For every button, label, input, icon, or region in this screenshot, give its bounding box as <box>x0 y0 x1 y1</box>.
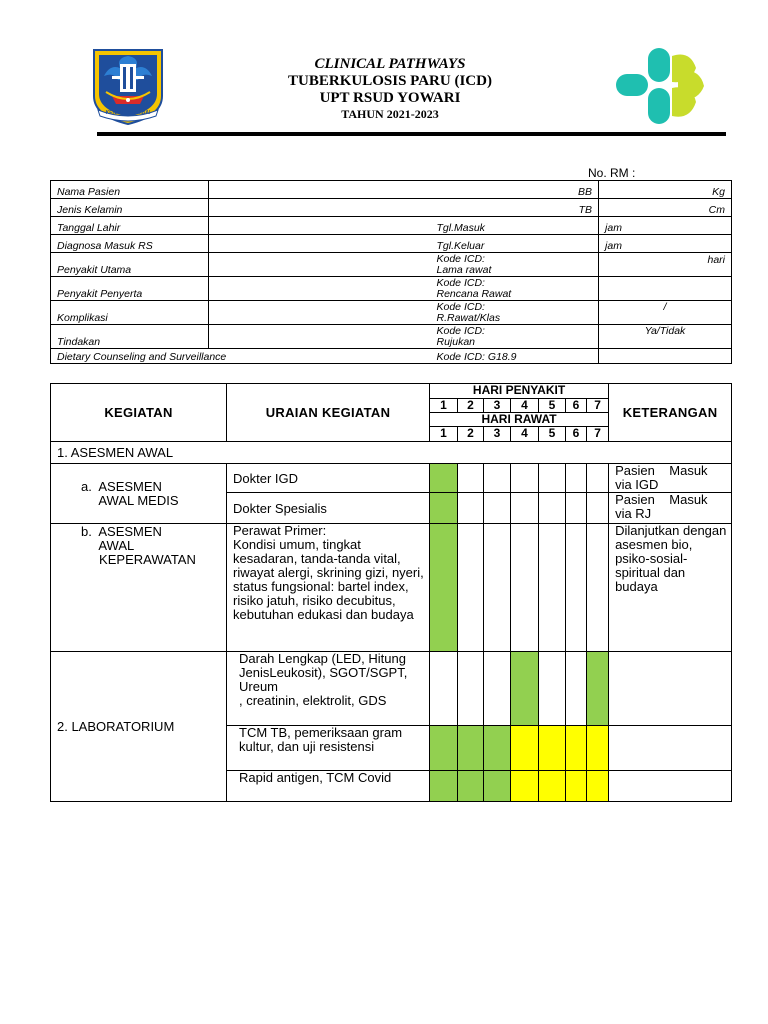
day-cell <box>587 726 609 771</box>
cell-rencana-rawat <box>431 277 599 301</box>
label-kode-icd-4: Kode ICD: <box>436 325 485 337</box>
regency-seal-logo <box>90 46 166 126</box>
day-cell <box>430 464 458 493</box>
day-cell <box>566 493 587 524</box>
header-uraian: URAIAN KEGIATAN <box>227 384 430 442</box>
day-cell <box>430 524 458 652</box>
day-cell <box>430 652 458 726</box>
header-keterangan: KETERANGAN <box>609 384 732 442</box>
day-number: 6 <box>566 427 587 442</box>
day-number: 6 <box>566 399 587 413</box>
label-kode-icd-1: Kode ICD: <box>436 253 485 265</box>
value-penyakit-utama <box>209 253 431 277</box>
day-cell <box>484 464 511 493</box>
label-tanggal-lahir: Tanggal Lahir <box>51 217 209 235</box>
label-lama-rawat: Lama rawat <box>436 264 492 276</box>
day-cell <box>511 493 539 524</box>
day-cell <box>458 726 484 771</box>
day-cell <box>484 652 511 726</box>
day-cell <box>511 652 539 726</box>
day-number: 3 <box>484 427 511 442</box>
title-clinical-pathways: CLINICAL PATHWAYS <box>314 56 466 72</box>
day-cell <box>458 524 484 652</box>
header-hari-penyakit: HARI PENYAKIT <box>430 384 609 399</box>
day-cell <box>458 652 484 726</box>
keterangan-perawat: Dilanjutkan dengan asesmen bio, psiko-sosial-spiritual dan budaya <box>609 524 732 652</box>
title-tuberkulosis: TUBERKULOSIS PARU (ICD) <box>288 73 492 89</box>
value-penyakit-penyerta <box>209 277 431 301</box>
ministry-graphic <box>612 44 708 128</box>
health-ministry-logo <box>612 44 708 128</box>
section-asesmen-awal: 1. ASESMEN AWAL <box>51 442 732 464</box>
day-number: 1 <box>430 399 458 413</box>
uraian-dokter-igd: Dokter IGD <box>227 464 430 493</box>
day-cell <box>511 464 539 493</box>
day-cell <box>539 493 566 524</box>
unit-kg: Kg <box>599 181 732 199</box>
title-year: TAHUN 2021-2023 <box>341 107 439 121</box>
day-cell <box>430 726 458 771</box>
day-number: 2 <box>458 399 484 413</box>
day-cell <box>484 493 511 524</box>
day-cell <box>458 771 484 802</box>
day-cell <box>511 726 539 771</box>
clinical-pathway-table <box>50 383 732 802</box>
day-number: 3 <box>484 399 511 413</box>
day-cell <box>484 771 511 802</box>
no-rm-label: No. RM : <box>588 166 636 180</box>
day-number: 2 <box>458 427 484 442</box>
day-cell <box>587 652 609 726</box>
day-cell <box>539 726 566 771</box>
uraian-darah-lengkap: Darah Lengkap (LED, Hitung JenisLeukosit), SGOT/SGPT, Ureum , creatinin, elektrolit, GDS <box>227 652 430 726</box>
uraian-perawat-primer: Perawat Primer: Kondisi umum, tingkat kesadaran, tanda-tanda vital, riwayat alergi, skrining gizi, nyeri, status fungsional: bartel index, risiko jatuh, risiko decubitus, kebutuhan edukasi dan budaya <box>227 524 430 652</box>
title-hospital: UPT RSUD YOWARI <box>319 90 461 106</box>
day-cell <box>484 524 511 652</box>
label-jam-masuk: jam <box>599 217 732 235</box>
keterangan-lab3 <box>609 771 732 802</box>
day-number: 5 <box>539 427 566 442</box>
day-cell <box>539 464 566 493</box>
label-rujukan: Rujukan <box>436 336 476 348</box>
uraian-dokter-spesialis: Dokter Spesialis <box>227 493 430 524</box>
cell-lama-rawat <box>431 253 599 277</box>
label-jam-keluar: jam <box>599 235 732 253</box>
label-penyakit-penyerta: Penyakit Penyerta <box>51 277 209 301</box>
value-tanggal-lahir <box>209 217 431 235</box>
label-komplikasi: Komplikasi <box>51 301 209 325</box>
label-kode-icd-3: Kode ICD: <box>436 301 485 313</box>
label-tgl-masuk: Tgl.Masuk <box>431 217 599 235</box>
day-cell <box>430 493 458 524</box>
day-cell <box>539 524 566 652</box>
day-cell <box>566 464 587 493</box>
label-asesmen-medis: a. ASESMEN AWAL MEDIS <box>51 464 227 524</box>
label-ya-tidak: Ya/Tidak <box>599 325 732 349</box>
keterangan-igd: Pasien Masuk via IGD <box>609 464 732 493</box>
label-kode-icd-5: Kode ICD: G18.9 <box>431 349 599 364</box>
day-cell <box>587 464 609 493</box>
label-jenis-kelamin: Jenis Kelamin <box>51 199 209 217</box>
day-number: 4 <box>511 399 539 413</box>
day-cell <box>511 524 539 652</box>
cell-rawat-klas <box>431 301 599 325</box>
label-diagnosa: Diagnosa Masuk RS <box>51 235 209 253</box>
label-tb: TB <box>209 199 599 217</box>
keterangan-lab1 <box>609 652 732 726</box>
label-asesmen-keperawatan: b. ASESMEN AWAL KEPERAWATAN <box>51 524 227 652</box>
keterangan-rj: Pasien Masuk via RJ <box>609 493 732 524</box>
value-diagnosa <box>209 235 431 253</box>
keterangan-lab2 <box>609 726 732 771</box>
label-hari: hari <box>599 253 732 277</box>
cell-rujukan <box>431 325 599 349</box>
day-cell <box>539 771 566 802</box>
header-hari-rawat: HARI RAWAT <box>430 413 609 427</box>
unit-cm: Cm <box>599 199 732 217</box>
day-number: 1 <box>430 427 458 442</box>
value-dietary <box>599 349 732 364</box>
value-tindakan <box>209 325 431 349</box>
day-cell <box>566 652 587 726</box>
label-nama-pasien: Nama Pasien <box>51 181 209 199</box>
uraian-rapid-antigen: Rapid antigen, TCM Covid <box>227 771 430 802</box>
label-bb: BB <box>209 181 599 199</box>
day-cell <box>566 771 587 802</box>
seal-motto: KENAMBAI UMBAI <box>105 110 151 116</box>
header-kegiatan: KEGIATAN <box>51 384 227 442</box>
day-cell <box>539 652 566 726</box>
value-rencana-rawat <box>599 277 732 301</box>
day-cell <box>587 524 609 652</box>
day-cell <box>566 726 587 771</box>
day-cell <box>484 726 511 771</box>
day-cell <box>458 493 484 524</box>
label-slash: / <box>599 301 732 325</box>
day-cell <box>587 493 609 524</box>
day-cell <box>430 771 458 802</box>
day-cell <box>458 464 484 493</box>
patient-info-table <box>50 180 732 364</box>
day-cell <box>566 524 587 652</box>
section-laboratorium: 2. LABORATORIUM <box>51 652 227 802</box>
header-divider <box>97 132 726 136</box>
day-number: 4 <box>511 427 539 442</box>
uraian-tcm-tb: TCM TB, pemeriksaan gram kultur, dan uji resistensi <box>227 726 430 771</box>
day-cell <box>587 771 609 802</box>
label-tindakan: Tindakan <box>51 325 209 349</box>
label-rencana-rawat: Rencana Rawat <box>436 288 512 300</box>
day-number: 7 <box>587 427 609 442</box>
day-number: 5 <box>539 399 566 413</box>
label-penyakit-utama: Penyakit Utama <box>51 253 209 277</box>
value-komplikasi <box>209 301 431 325</box>
label-rawat-klas: R.Rawat/Klas <box>436 312 501 324</box>
label-tgl-keluar: Tgl.Keluar <box>431 235 599 253</box>
label-dietary: Dietary Counseling and Surveillance <box>51 349 431 364</box>
day-cell <box>511 771 539 802</box>
day-number: 7 <box>587 399 609 413</box>
label-kode-icd-2: Kode ICD: <box>436 277 485 289</box>
